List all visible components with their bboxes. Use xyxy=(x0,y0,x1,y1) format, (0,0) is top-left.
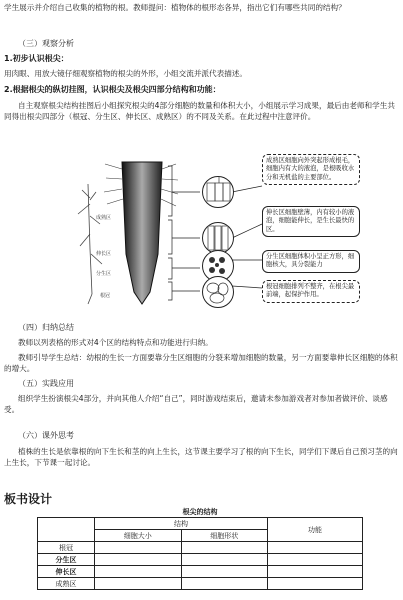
cell-shape-header: 细胞形状 xyxy=(181,530,268,542)
cell-size-header: 细胞大小 xyxy=(95,530,182,542)
table-cell xyxy=(95,542,182,554)
root-cap-cells-icon xyxy=(202,276,234,308)
structure-header: 结构 xyxy=(95,518,268,530)
board-design-heading: 板书设计 xyxy=(4,492,53,506)
table-cell xyxy=(181,578,268,590)
section-3-heading: （三）观察分析 xyxy=(18,39,74,48)
table-cell xyxy=(95,566,182,578)
row-label-root-cap: 根冠 xyxy=(38,542,95,554)
table-cell xyxy=(268,566,363,578)
table-title: 根尖的结构 xyxy=(38,506,363,518)
table-cell xyxy=(181,542,268,554)
step-1-title: 1.初步认识根尖： xyxy=(4,54,69,63)
label-mature-zone: 成熟区 xyxy=(96,215,112,221)
corner-cell xyxy=(38,518,95,542)
intro-paragraph: 学生展示并介绍自己收集的植物的根。教师提问：植物体的根形态各异，指出它们有哪些共同的结构？ xyxy=(4,3,346,12)
step-1-text: 用肉眼、用放大镜仔细观察植物的根尖的外形，小组交流并派代表描述。 xyxy=(4,69,247,78)
section-5-text: 组织学生扮演根尖4部分，并向其他人介绍“自己”，同时游戏结束后，邀请未参加游戏者对参加者做评价、谈感受。 xyxy=(4,394,388,414)
root-tip-figure xyxy=(0,154,403,314)
table-cell xyxy=(268,554,363,566)
table-cell xyxy=(268,578,363,590)
label-meristem-zone: 分生区 xyxy=(96,271,112,277)
section-6-text: 植株的生长是依靠根的向下生长和茎的向上生长，这节课主要学习了根的向下生长，同学们下课后自己预习茎的向上生长，下节课一起讨论。 xyxy=(4,447,398,467)
row-label-elongation: 伸长区 xyxy=(38,566,95,578)
section-4-text-2: 教师引导学生总结：幼根的生长一方面要靠分生区细胞的分裂来增加细胞的数量，另一方面要靠伸长区细胞的体积的增大。 xyxy=(4,353,398,373)
mature-zone-cells-icon xyxy=(202,176,234,208)
label-elongation-zone: 伸长区 xyxy=(96,251,112,257)
table-cell xyxy=(95,554,182,566)
mature-zone-callout: 成熟区细胞向外突起形成根毛，细胞内有大的液泡，是根吸收水分和无机盐的主要部位。 xyxy=(262,154,360,185)
step-2-title: 2.根据根尖的纵切挂图，认识根尖及根尖四部分结构和功能： xyxy=(4,85,221,94)
elongation-zone-callout: 伸长区细胞壁薄，内有较小的液泡，细胞能伸长，是生长最快的区。 xyxy=(262,206,360,237)
table-cell xyxy=(268,542,363,554)
meristem-zone-callout: 分生区细胞体积小呈正方形，细胞核大，具分裂能力 xyxy=(262,250,360,273)
section-4-text-1: 教师以列表格的形式对4个区的结构特点和功能进行归纳。 xyxy=(18,338,213,347)
function-header: 功能 xyxy=(268,518,363,542)
row-label-mature: 成熟区 xyxy=(38,578,95,590)
table-cell xyxy=(181,566,268,578)
table-cell xyxy=(95,578,182,590)
section-6-heading: （六）课外思考 xyxy=(18,431,74,440)
root-cap-callout: 根冠细胞排列不整齐，在根尖最前端，起保护作用。 xyxy=(262,280,360,303)
section-4-heading: （四）归纳总结 xyxy=(18,323,74,332)
step-2-text: 自主观察根尖结构挂图后小组探究根尖的4部分细胞的数量和体积大小，小组展示学习成果，最后由老师和学生共同得出根尖四部分（根冠、分生区、伸长区、成熟区）的不同及关系。在此过程中注意评价。 xyxy=(4,101,395,121)
board-table xyxy=(37,506,363,590)
table-cell xyxy=(181,554,268,566)
row-label-meristem: 分生区 xyxy=(38,554,95,566)
label-root-cap: 根冠 xyxy=(100,293,111,299)
section-5-heading: （五）实践应用 xyxy=(18,379,74,388)
